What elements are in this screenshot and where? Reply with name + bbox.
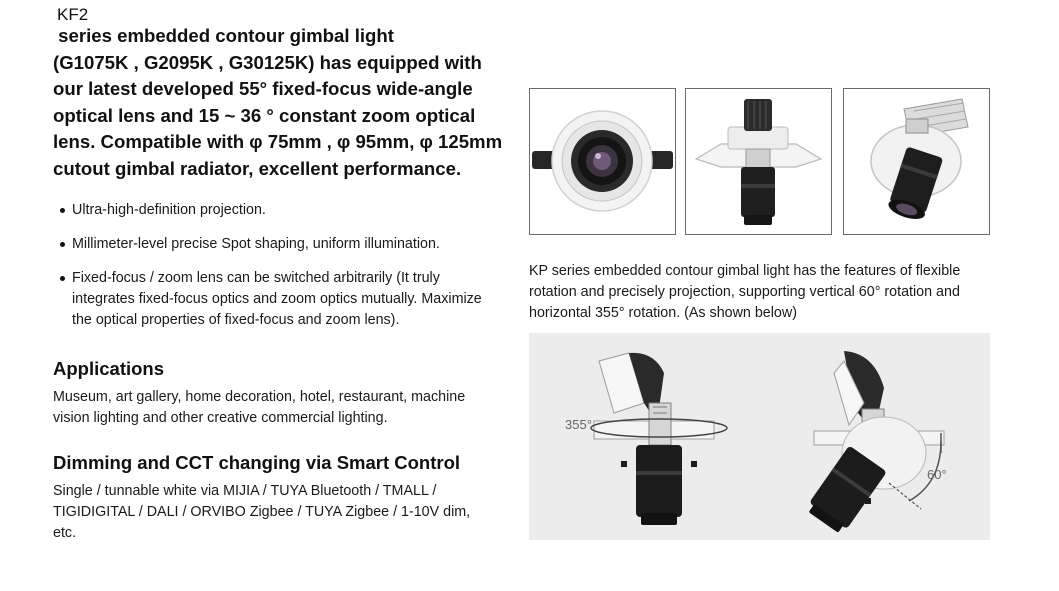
- vertical-rotation-label: 60°: [927, 467, 947, 482]
- applications-text: [53, 387, 503, 429]
- product-photo-front: [529, 88, 676, 235]
- caption-line: KP series embedded contour gimbal light has the features of flexible: [529, 263, 961, 279]
- feature-line: the optical properties of fixed-focus and zoom lens).: [72, 312, 400, 328]
- applications-line: vision lighting and other creative commercial lighting.: [53, 410, 388, 426]
- intro-line: (G1075K , G2095K , G30125K) has equipped with: [53, 51, 482, 73]
- feature-line: Millimeter-level precise Spot shaping, uniform illumination.: [72, 236, 440, 252]
- intro-line: lens. Compatible with φ 75mm , φ 95mm, φ 125mm: [53, 131, 503, 152]
- intro-line: series embedded contour gimbal light: [53, 25, 394, 46]
- feature-line: Ultra-high-definition projection.: [72, 202, 266, 218]
- dimming-line: Single / tunnable white via MIJIA / TUYA Bluetooth / TMALL /: [53, 483, 437, 499]
- product-photo-side: [685, 88, 832, 235]
- intro-line: our latest developed 55° fixed-focus wide-angle: [53, 78, 473, 99]
- dimming-line: TIGIDIGITAL / DALI / ORVIBO Zigbee / TUYA Zigbee / 1-10V dim,: [53, 504, 471, 520]
- intro-line: cutout gimbal radiator, excellent performance.: [53, 157, 462, 179]
- applications-heading: Applications: [53, 358, 165, 379]
- feature-item: [60, 234, 510, 255]
- dimming-heading: Dimming and CCT changing via Smart Control: [53, 452, 461, 473]
- caption-line: rotation and precisely projection, supporting vertical 60° rotation and: [529, 284, 960, 300]
- feature-item: [60, 268, 510, 331]
- product-photo-angled: [843, 88, 990, 235]
- feature-line: Fixed-focus / zoom lens can be switched arbitrarily (It truly: [72, 270, 440, 286]
- applications-line: Museum, art gallery, home decoration, hotel, restaurant, machine: [53, 389, 466, 405]
- intro-paragraph: [53, 23, 523, 182]
- feature-line: integrates fixed-focus optics and zoom optics mutually. Maximize: [72, 291, 482, 307]
- dimming-text: [53, 481, 503, 544]
- caption-line: horizontal 355° rotation. (As shown below): [529, 305, 797, 321]
- rotation-diagram: [529, 333, 990, 540]
- horizontal-rotation-label: 355°: [565, 417, 592, 432]
- rotation-caption: [529, 261, 999, 324]
- dimming-line: etc.: [53, 525, 77, 541]
- feature-item: [60, 200, 510, 221]
- model-tag: KF2: [57, 5, 89, 24]
- rotation-diagram-graphic: [529, 333, 990, 540]
- intro-line: optical lens and 15 ~ 36 ° constant zoom optical: [53, 104, 476, 126]
- feature-list: [60, 200, 510, 344]
